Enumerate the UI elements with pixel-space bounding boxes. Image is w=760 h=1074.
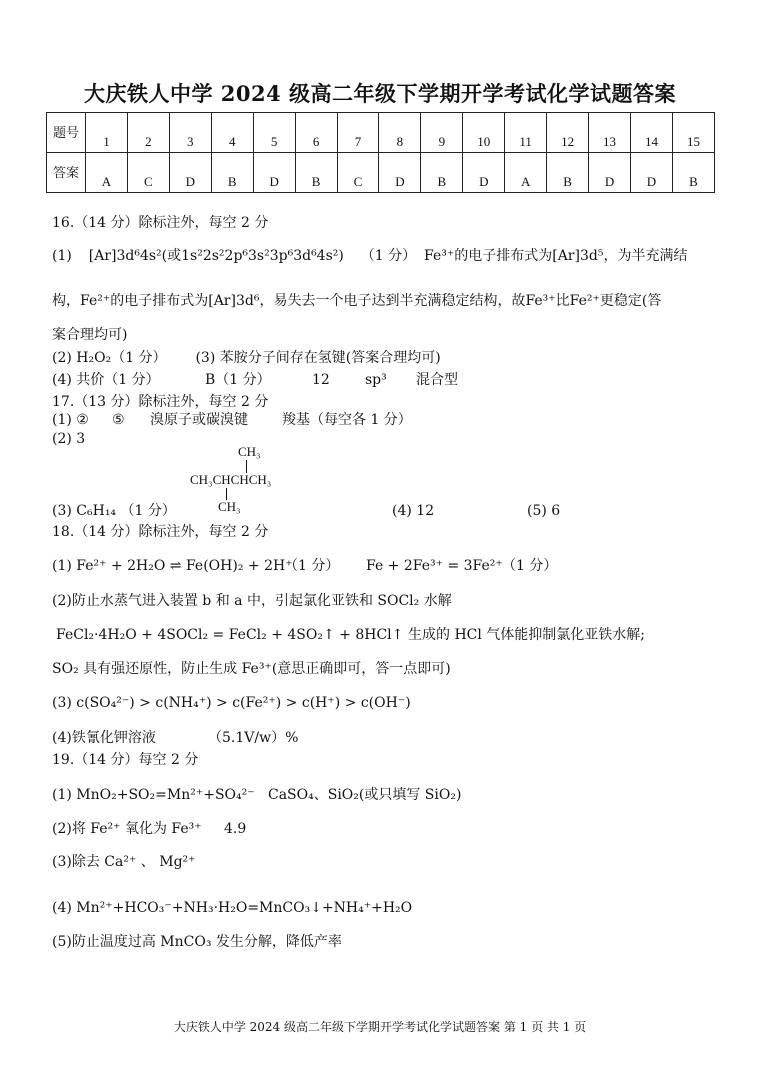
q16-p3: (3) 苯胺分子间存在氢键(答案合理均可) (195, 350, 441, 366)
question-number: 6 (295, 113, 337, 153)
question-number: 5 (253, 113, 295, 153)
q19-p2-a: (2)将 Fe²⁺ 氧化为 Fe³⁺ (52, 821, 202, 837)
question-number: 2 (127, 113, 169, 153)
answer-cell: D (253, 153, 295, 193)
answer-cell: A (505, 153, 547, 193)
question-number: 12 (547, 113, 589, 153)
answer-cell: B (421, 153, 463, 193)
q16-p1-score: （1 分） (360, 248, 417, 264)
q18-p2-a: (2)防止水蒸气进入装置 b 和 a 中，引起氯化亚铁和 SOCl₂ 水解 (52, 593, 452, 609)
q16-p1-label: (1) (52, 248, 72, 264)
q16-heading: 16.（14 分）除标注外，每空 2 分 (52, 215, 269, 231)
q18-p4-b: （5.1V/w）% (208, 730, 299, 746)
q18-p1-s2: （1 分） (502, 558, 558, 574)
question-number: 11 (505, 113, 547, 153)
q17-p2: (2) 3 (52, 431, 86, 447)
q16-p4-sp3: sp³ (365, 372, 387, 388)
q19-p1-eq: (1) MnO₂+SO₂=Mn²⁺+SO₄²⁻ (52, 787, 255, 803)
answer-cell: D (379, 153, 421, 193)
answer-cell: D (589, 153, 631, 193)
answer-cell: B (672, 153, 714, 193)
question-number: 4 (211, 113, 253, 153)
q17-p1-co: 羧基（每空各 1 分） (282, 412, 412, 428)
q18-p3: (3) c(SO₄²⁻) > c(NH₄⁺) > c(Fe²⁺) > c(H⁺) > c(OH⁻) (52, 695, 411, 711)
page-title: 大庆铁人中学 2024 级高二年级下学期开学考试化学试题答案 (83, 81, 677, 106)
question-number: 7 (337, 113, 379, 153)
q18-p2-c: SO₂ 具有强还原性，防止生成 Fe³⁺(意思正确即可，答一点即可) (52, 661, 451, 677)
q18-p1-eq1: (1) Fe²⁺ + 2H₂O ⇌ Fe(OH)₂ + 2H⁺ (52, 558, 293, 574)
q18-heading: 18.（14 分）除标注外，每空 2 分 (52, 524, 269, 540)
answer-table (46, 112, 715, 193)
answer-cell: A (86, 153, 128, 193)
q16-part1-line1 (52, 247, 416, 265)
q17-p1-5: ⑤ (112, 412, 125, 428)
answer-cell: D (463, 153, 505, 193)
q19-p4: (4) Mn²⁺+HCO₃⁻+NH₃·H₂O=MnCO₃↓+NH₄⁺+H₂O (52, 900, 413, 916)
struct-bottom-ch3: CH₃ (218, 499, 241, 514)
q19-p1-b: CaSO₄、SiO₂(或只填写 SiO₂) (268, 787, 462, 803)
q19-p2-b: 4.9 (224, 821, 247, 837)
question-number: 9 (421, 113, 463, 153)
question-number: 15 (672, 113, 714, 153)
q16-p1-explain-a: Fe³⁺的电子排布式为[Ar]3d⁵，为半充满结 (424, 248, 688, 264)
answer-cell: C (337, 153, 379, 193)
question-number: 8 (379, 113, 421, 153)
question-number: 10 (463, 113, 505, 153)
q16-p4-b: B（1 分） (205, 372, 271, 388)
q18-p1-s1: （1 分） (284, 558, 340, 574)
q18-p2-eq: FeCl₂·4H₂O + 4SOCl₂ = FeCl₂ + 4SO₂↑ + 8HCl↑ (56, 627, 404, 643)
q17-p1-label: (1) ② (52, 412, 89, 428)
q16-p1-explain-c: 案合理均可) (52, 327, 128, 343)
answer-cell: D (169, 153, 211, 193)
q16-p4-12: 12 (312, 372, 330, 388)
q16-part4-label: (4) 共价（1 分） (52, 372, 160, 388)
question-number: 3 (169, 113, 211, 153)
q19-p5: (5)防止温度过高 MnCO₃ 发生分解，降低产率 (52, 934, 342, 950)
question-number-row (47, 113, 715, 153)
struct-main-chain: CH₃CHCHCH₃ (190, 472, 272, 487)
answer-cell: B (295, 153, 337, 193)
q17-p4: (4) 12 (392, 503, 435, 519)
q16-p4-mix: 混合型 (416, 372, 458, 388)
question-number: 1 (86, 113, 128, 153)
struct-top-ch3: CH₃ (238, 444, 261, 459)
question-number: 14 (630, 113, 672, 153)
q17-p1-br: 溴原子或碳溴键 (150, 412, 248, 428)
q17-p5: (5) 6 (527, 503, 561, 519)
q16-p1-config: [Ar]3d⁶4s²(或1s²2s²2p⁶3s²3p⁶3d⁶4s²) (88, 248, 344, 264)
answer-cell: C (127, 153, 169, 193)
q18-p4-a: (4)铁氰化钾溶液 (52, 730, 156, 746)
q17-p3: (3) C₆H₁₄ （1 分） (52, 503, 176, 519)
q17-heading: 17.（13 分）除标注外，每空 2 分 (52, 394, 269, 410)
q19-heading: 19.（14 分）每空 2 分 (52, 752, 199, 768)
answer-cell: B (547, 153, 589, 193)
q16-p1-explain-b: 构，Fe²⁺的电子排布式为[Ar]3d⁶，易失去一个电子达到半充满稳定结构，故Fe³⁺比Fe²⁺更稳定(答 (52, 293, 662, 309)
q18-p2-hcl: 生成的 HCl 气体能抑制氯化亚铁水解; (408, 627, 646, 643)
header-question: 题号 (47, 113, 86, 153)
q18-p1-eq2: Fe + 2Fe³⁺ = 3Fe²⁺ (366, 558, 503, 574)
page-footer: 大庆铁人中学 2024 级高二年级下学期开学考试化学试题答案 第 1 页 共 1 页 (173, 1020, 587, 1034)
q16-part2-3 (52, 349, 441, 367)
q16-p2: (2) H₂O₂（1 分） (52, 350, 167, 366)
answer-cell: D (630, 153, 672, 193)
question-number: 13 (589, 113, 631, 153)
answer-row (47, 153, 715, 193)
answer-cell: B (211, 153, 253, 193)
header-answer: 答案 (47, 153, 86, 193)
q19-p3: (3)除去 Ca²⁺ 、 Mg²⁺ (52, 854, 196, 870)
